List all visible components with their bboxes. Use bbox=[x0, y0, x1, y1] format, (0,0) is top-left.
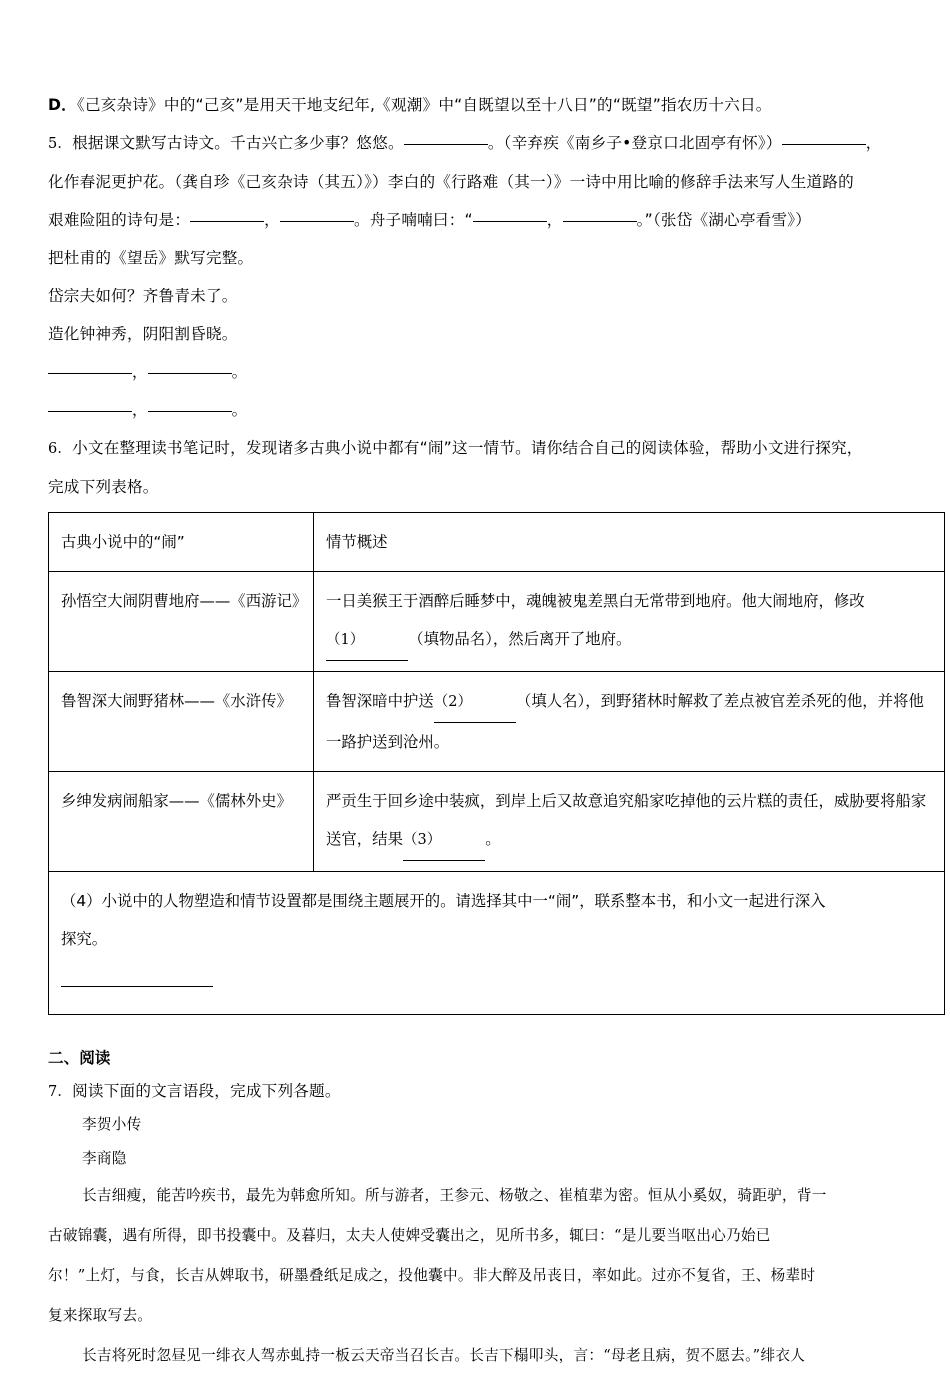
question-5-text-b: 。（辛弃疾《南乡子•登京口北固亭有怀》） bbox=[487, 134, 782, 152]
fill-blank[interactable] bbox=[48, 373, 132, 374]
numbered-fill-blank[interactable] bbox=[403, 820, 485, 861]
table-cell-novel-title: 孙悟空大闹阴曹地府——《西游记》 bbox=[49, 572, 314, 672]
summary-text-before: 鲁智深暗中护送 bbox=[326, 692, 434, 710]
question-4-option-d bbox=[48, 86, 898, 124]
question-5-text-3d: ， bbox=[546, 211, 563, 229]
question-7-stem-text: 阅读下面的文言语段，完成下列各题。 bbox=[72, 1082, 341, 1100]
article-body-line-5: 长吉将死时忽昼见一绯衣人驾赤虬持一板云天帝当召长吉。长吉下榻叩头，言：“母老且病，贺不愿去。”绯衣人 bbox=[82, 1347, 806, 1364]
subquestion-4-answer-area[interactable] bbox=[61, 966, 934, 1004]
table-header-novel: 古典小说中的“闹” bbox=[49, 513, 314, 572]
table-row bbox=[49, 572, 945, 672]
question-5-line-4 bbox=[48, 239, 898, 277]
table-cell-summary bbox=[314, 572, 945, 672]
fill-blank[interactable] bbox=[280, 221, 354, 222]
question-5-line-1 bbox=[48, 124, 898, 163]
fill-blank[interactable] bbox=[48, 411, 132, 412]
fill-blank[interactable] bbox=[148, 373, 232, 374]
blank-number-label: （2） bbox=[433, 694, 472, 710]
poem-answer-row-2 bbox=[48, 391, 898, 429]
poem-answer-sep-1: ， bbox=[132, 363, 148, 381]
poem-line-1 bbox=[48, 277, 898, 315]
article-body-line-1: 长吉细瘦，能苦吟疾书，最先为韩愈所知。所与游者，王参元、杨敬之、崔植辈为密。恒从小奚奴，骑距驴，背一 bbox=[82, 1187, 827, 1204]
fill-blank[interactable] bbox=[190, 221, 264, 222]
table-header-row bbox=[49, 513, 945, 572]
section-2-heading: 二、阅读 bbox=[48, 1049, 111, 1067]
poem-line-2 bbox=[48, 315, 898, 353]
question-5-text-3a: 艰难险阻的诗句是： bbox=[48, 211, 191, 229]
summary-text-before: 一日美猴王于酒醉后睡梦中，魂魄被鬼差黑白无常带到地府。他大闹地府，修改 bbox=[326, 592, 865, 610]
table-row bbox=[49, 672, 945, 772]
subquestion-4-line-1: （4）小说中的人物塑造和情节设置都是围绕主题展开的。请选择其中一“闹”，联系整本书，和小文一起进行深入 bbox=[61, 892, 826, 910]
option-d-label: D． bbox=[48, 96, 77, 114]
table-cell-summary bbox=[314, 772, 945, 872]
summary-text-before: 严贡生于回乡途中装疯，到岸上后又故意追究船家吃掉他的云片糕的责任，威胁要将船家送官，结果 bbox=[326, 792, 927, 848]
fill-blank[interactable] bbox=[563, 221, 637, 222]
article-author: 李商隐 bbox=[82, 1150, 127, 1167]
question-5-number: 5． bbox=[48, 136, 73, 152]
table-header-summary: 情节概述 bbox=[314, 513, 945, 572]
table-cell-novel-title: 乡绅发病闹船家——《儒林外史》 bbox=[49, 772, 314, 872]
question-5-text-a: 根据课文默写古诗文。千古兴亡多少事？悠悠。 bbox=[72, 134, 404, 152]
novel-plot-table bbox=[48, 512, 945, 1015]
table-row-question-4 bbox=[49, 872, 945, 1015]
question-6-number: 6． bbox=[48, 441, 73, 457]
numbered-fill-blank[interactable] bbox=[434, 682, 516, 723]
poem-text-2: 造化钟神秀，阴阳割昏晓。 bbox=[48, 325, 238, 343]
question-5-instruction: 把杜甫的《望岳》默写完整。 bbox=[48, 249, 254, 267]
blank-number-label: （1） bbox=[326, 632, 365, 648]
question-5-text-2: 化作春泥更护花。（龚自珍《己亥杂诗（其五）》）李白的《行路难（其一）》一诗中用比喻的修辞手法来写人生道路的 bbox=[48, 173, 854, 191]
fill-blank[interactable] bbox=[473, 221, 547, 222]
table-cell-novel-title: 鲁智深大闹野猪林——《水浒传》 bbox=[49, 672, 314, 772]
numbered-fill-blank[interactable] bbox=[326, 620, 408, 661]
question-5-text-c: ， bbox=[865, 134, 882, 152]
table-row bbox=[49, 772, 945, 872]
poem-text-1: 岱宗夫如何？齐鲁青未了。 bbox=[48, 287, 238, 305]
question-6-line-1 bbox=[48, 429, 898, 468]
article-body-line-2: 古破锦囊，遇有所得，即书投囊中。及暮归，太夫人使婢受囊出之，见所书多，辄曰：“是儿要当呕出心乃始已 bbox=[48, 1227, 771, 1244]
question-6-line-2 bbox=[48, 468, 898, 506]
poem-answer-sep-2: ， bbox=[132, 401, 148, 419]
question-5-text-3e: 。”（张岱《湖心亭看雪》） bbox=[636, 211, 811, 229]
question-5-line-3 bbox=[48, 201, 898, 239]
poem-answer-end-2: 。 bbox=[231, 401, 248, 419]
fill-blank[interactable] bbox=[782, 144, 866, 145]
question-5-line-2 bbox=[48, 163, 898, 201]
question-5-text-3c: 。舟子喃喃曰：“ bbox=[353, 211, 473, 229]
fill-blank[interactable] bbox=[61, 986, 213, 987]
poem-answer-end-1: 。 bbox=[231, 363, 248, 381]
question-5-text-3b: ， bbox=[264, 211, 280, 229]
question-6-stem-1: 小文在整理读书笔记时，发现诸多古典小说中都有“闹”这一情节。请你结合自己的阅读体验，帮助小文进行探究， bbox=[72, 439, 863, 457]
table-cell-subquestion-4 bbox=[49, 872, 945, 1015]
fill-blank[interactable] bbox=[404, 144, 488, 145]
article-body-line-4: 复来探取写去。 bbox=[48, 1307, 153, 1324]
subquestion-4-line-2: 探究。 bbox=[61, 930, 108, 948]
question-7-number: 7． bbox=[48, 1084, 73, 1100]
blank-number-label: （3） bbox=[402, 832, 442, 848]
fill-blank[interactable] bbox=[148, 411, 232, 412]
question-6-stem-2: 完成下列表格。 bbox=[48, 478, 159, 496]
option-d-text: 《己亥杂诗》中的“己亥”是用天干地支纪年,《观潮》中“自既望以至十八日”的“既望”指农历十六日。 bbox=[76, 96, 772, 114]
article-title: 李贺小传 bbox=[82, 1116, 142, 1133]
question-7-stem bbox=[48, 1075, 898, 1108]
table-cell-summary bbox=[314, 672, 945, 772]
poem-answer-row-1 bbox=[48, 353, 898, 391]
summary-text-after: 。 bbox=[485, 830, 501, 848]
summary-text-after: （填物品名），然后离开了地府。 bbox=[408, 630, 632, 648]
article-body-line-3: 尔！”上灯，与食，长吉从婢取书，研墨叠纸足成之，投他囊中。非大醉及吊丧日，率如此。过亦不复省，王、杨辈时 bbox=[48, 1267, 816, 1284]
summary-text-after: （填人名），到野猪林时解救了差点被官差杀死的他，并将他一路护送到沧州。 bbox=[326, 692, 924, 751]
